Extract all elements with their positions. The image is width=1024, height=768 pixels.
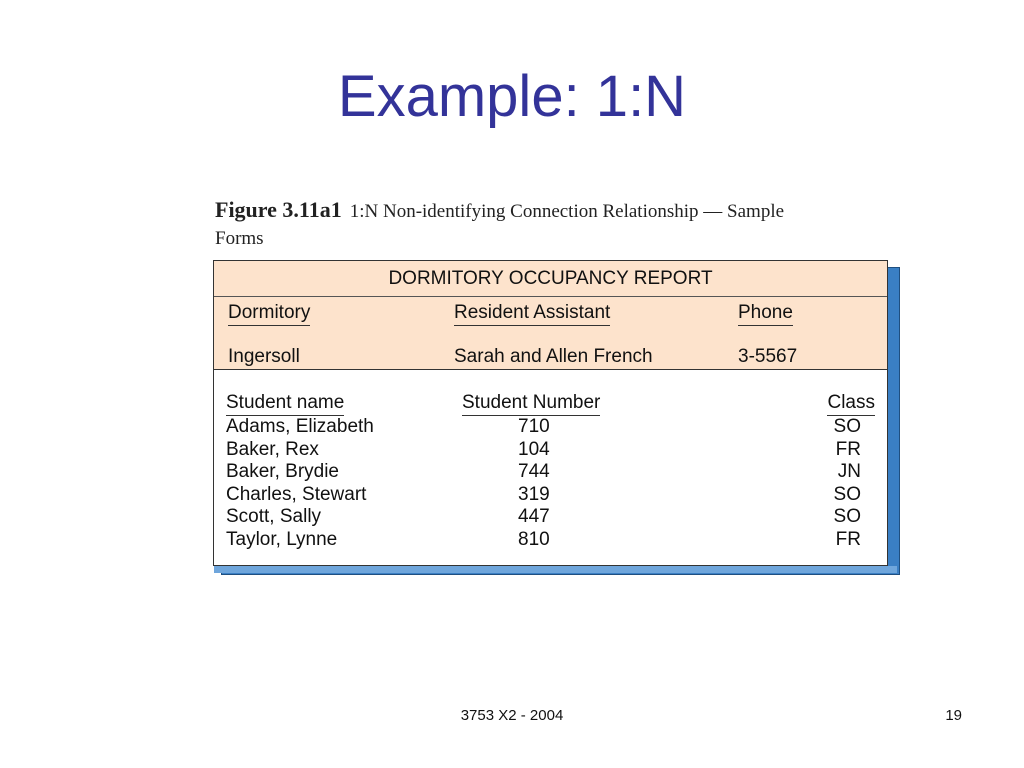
student-number: 447 [518,506,550,528]
figure-caption [215,196,835,252]
resident-assistant-label: Resident Assistant [454,301,610,326]
column-header-student-name: Student name [226,391,344,416]
dormitory-value: Ingersoll [228,346,300,367]
column-header-student-number: Student Number [462,391,600,416]
student-class: SO [833,506,861,528]
table-row [214,416,887,439]
student-name: Baker, Brydie [226,461,339,483]
student-name: Baker, Rex [226,438,319,460]
slide-page-number: 19 [945,707,962,724]
table-row [214,439,887,462]
dormitory-occupancy-form [213,260,888,566]
figure-caption-text: 1:N Non-identifying Connection Relationship — Sample Forms [215,201,785,249]
student-name: Scott, Sally [226,506,322,528]
form-3d-bottom-edge [214,566,897,573]
table-row [214,506,887,529]
column-header-class: Class [827,391,875,416]
resident-assistant-value: Sarah and Allen French [454,346,653,367]
report-header [214,261,887,370]
student-number: 744 [518,461,550,483]
student-number: 104 [518,438,550,460]
student-name: Taylor, Lynne [226,528,338,550]
dormitory-label: Dormitory [228,301,310,326]
table-row [214,529,887,552]
report-title: DORMITORY OCCUPANCY REPORT [214,261,887,297]
phone-value: 3-5567 [738,346,798,367]
slide-footer: 3753 X2 - 2004 [460,707,564,724]
student-class: FR [835,438,861,460]
slide-title: Example: 1:N [337,64,687,129]
table-row [214,461,887,484]
student-number: 710 [518,416,550,437]
figure-number: Figure 3.11a1 [215,197,342,222]
student-number: 810 [518,528,550,550]
student-name: Adams, Elizabeth [226,416,374,437]
student-rows [214,416,887,552]
student-name: Charles, Stewart [226,483,367,505]
student-class: JN [837,461,861,483]
phone-label: Phone [738,301,793,326]
student-class: SO [833,483,861,505]
student-number: 319 [518,483,550,505]
student-class: SO [833,416,861,437]
student-class: FR [835,528,861,550]
table-row [214,484,887,507]
